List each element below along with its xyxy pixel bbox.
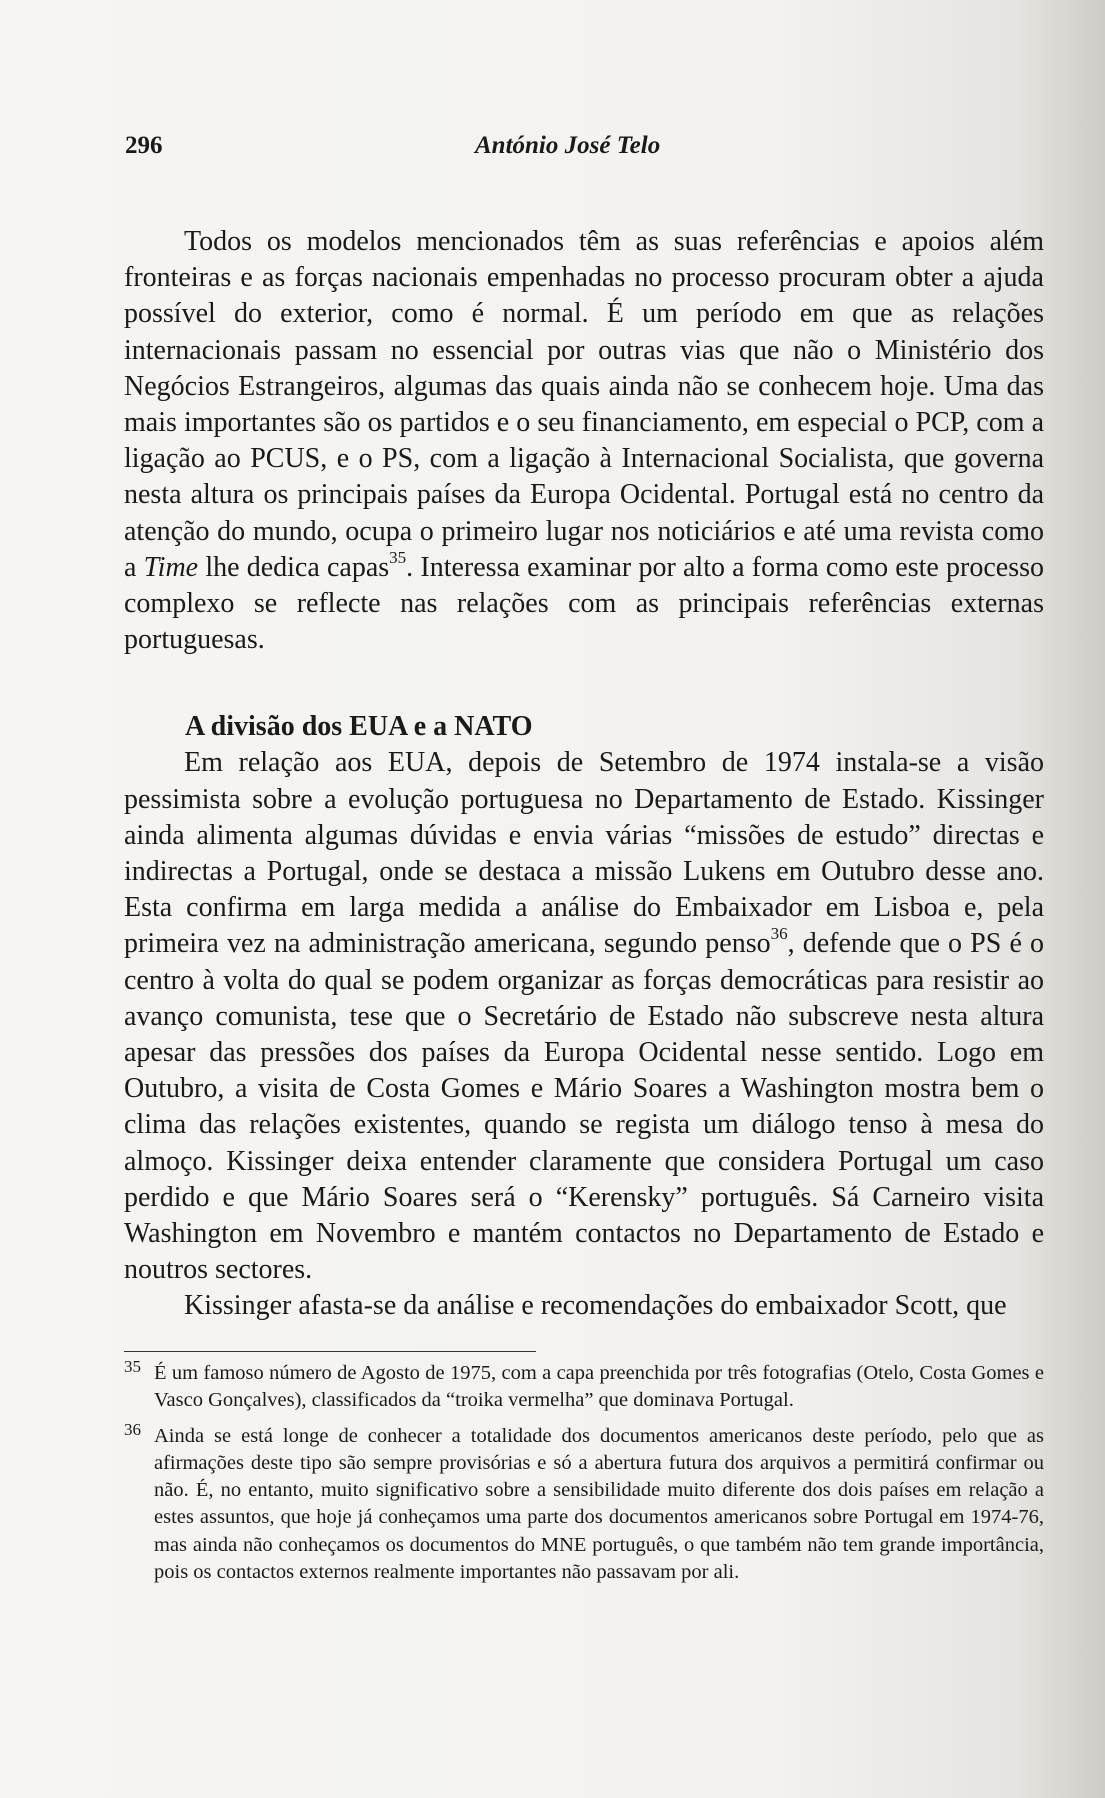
footnote — [124, 1419, 1044, 1587]
paragraph-text: Todos os modelos mencionados têm as suas referências e apoios além fronteiras e as forças nacionais empenhadas no processo procuram obter a ajuda possível do exterior, como é normal. É um período em que as relações internacionais passam no essencial por outras vias que não o Ministério dos Negócios Estrangeiros, algumas das quais ainda não se conhecem hoje. Uma das mais importantes são os partidos e o seu financiamento, em especial o PCP, com a ligação ao PCUS, e o PS, com a ligação à Internacional Socialista, que governa nesta altura os principais países da Europa Ocidental. Portugal está no centro da atenção do mundo, ocupa o primeiro lugar nos noticiários e até uma revista como a — [124, 226, 1044, 583]
footnote-text: É um famoso número de Agosto de 1975, com a capa preenchida por três fotografias (Otelo, Costa Gomes e Vasco Gonçalves), classificados da “troika vermelha” que dominava Portugal. — [154, 1362, 1044, 1412]
footnote-ref: 36 — [770, 924, 788, 944]
italic-title: Time — [143, 551, 199, 583]
body-text — [124, 224, 1044, 1325]
page-number: 296 — [125, 132, 163, 159]
page-header — [125, 132, 1045, 164]
section-heading: A divisão dos EUA e a NATO — [185, 711, 533, 743]
footnotes — [124, 1357, 1044, 1594]
paragraph-text: Em relação aos EUA, depois de Setembro de 1974 instala-se a visão pessimista sobre a evolução portuguesa no Departamento de Estado. Kissinger ainda alimenta algumas dúvidas e envia várias “missões de estudo” directas e indirectas a Portugal, onde se destaca a missão Lukens em Outubro desse ano. Esta confirma em larga medida a análise do Embaixador em Lisboa e, pela primeira vez na administração americana, segundo penso — [124, 747, 1044, 960]
footnote-number: 36 — [124, 1419, 141, 1439]
footnote-number: 35 — [124, 1357, 141, 1376]
paragraph — [124, 745, 1044, 1288]
footnote-text: Ainda se está longe de conhecer a totalidade dos documentos americanos deste período, pelo que as afirmações deste tipo são sempre provisórias e só a abertura futura dos arquivos a permitirá confirmar ou não. É, no entanto, muito significativo sobre a sensibilidade muito diferente dos dois países em relação a estes assuntos, que hoje já conheçamos uma parte dos documentos americanos sobre Portugal em 1974-76, mas ainda não conheçamos os documentos do MNE português, o que também não tem grande importância, pois os contactos externos realmente importantes não passavam por ali. — [154, 1424, 1044, 1584]
footnote — [124, 1357, 1044, 1415]
running-head: António José Telo — [475, 132, 661, 159]
paragraph: Kissinger afasta-se da análise e recomendações do embaixador Scott, que — [184, 1290, 1007, 1322]
paragraph-text: lhe dedica capas — [198, 551, 390, 583]
paragraph-text: . Interessa examinar por alto a forma como este processo complexo se reflecte nas relações com as principais referências externas portuguesas. — [124, 551, 1044, 656]
footnote-divider — [124, 1351, 536, 1352]
paragraph-text: , defende que o PS é o centro à volta do qual se podem organizar as forças democráticas para resistir ao avanço comunista, tese que o Secretário de Estado não subscreve nesta altura apesar das pressões dos países da Europa Ocidental nesse sentido. Logo em Outubro, a visita de Costa Gomes e Mário Soares a Washington mostra bem o clima das relações existentes, quando se regista um diálogo tenso à mesa do almoço. Kissinger deixa entender claramente que considera Portugal um caso perdido e que Mário Soares será o “Kerensky” português. Sá Carneiro visita Washington em Novembro e mantém contactos no Departamento de Estado e noutros sectores. — [124, 928, 1045, 1286]
footnote-ref: 35 — [389, 547, 407, 567]
paragraph — [124, 224, 1044, 658]
